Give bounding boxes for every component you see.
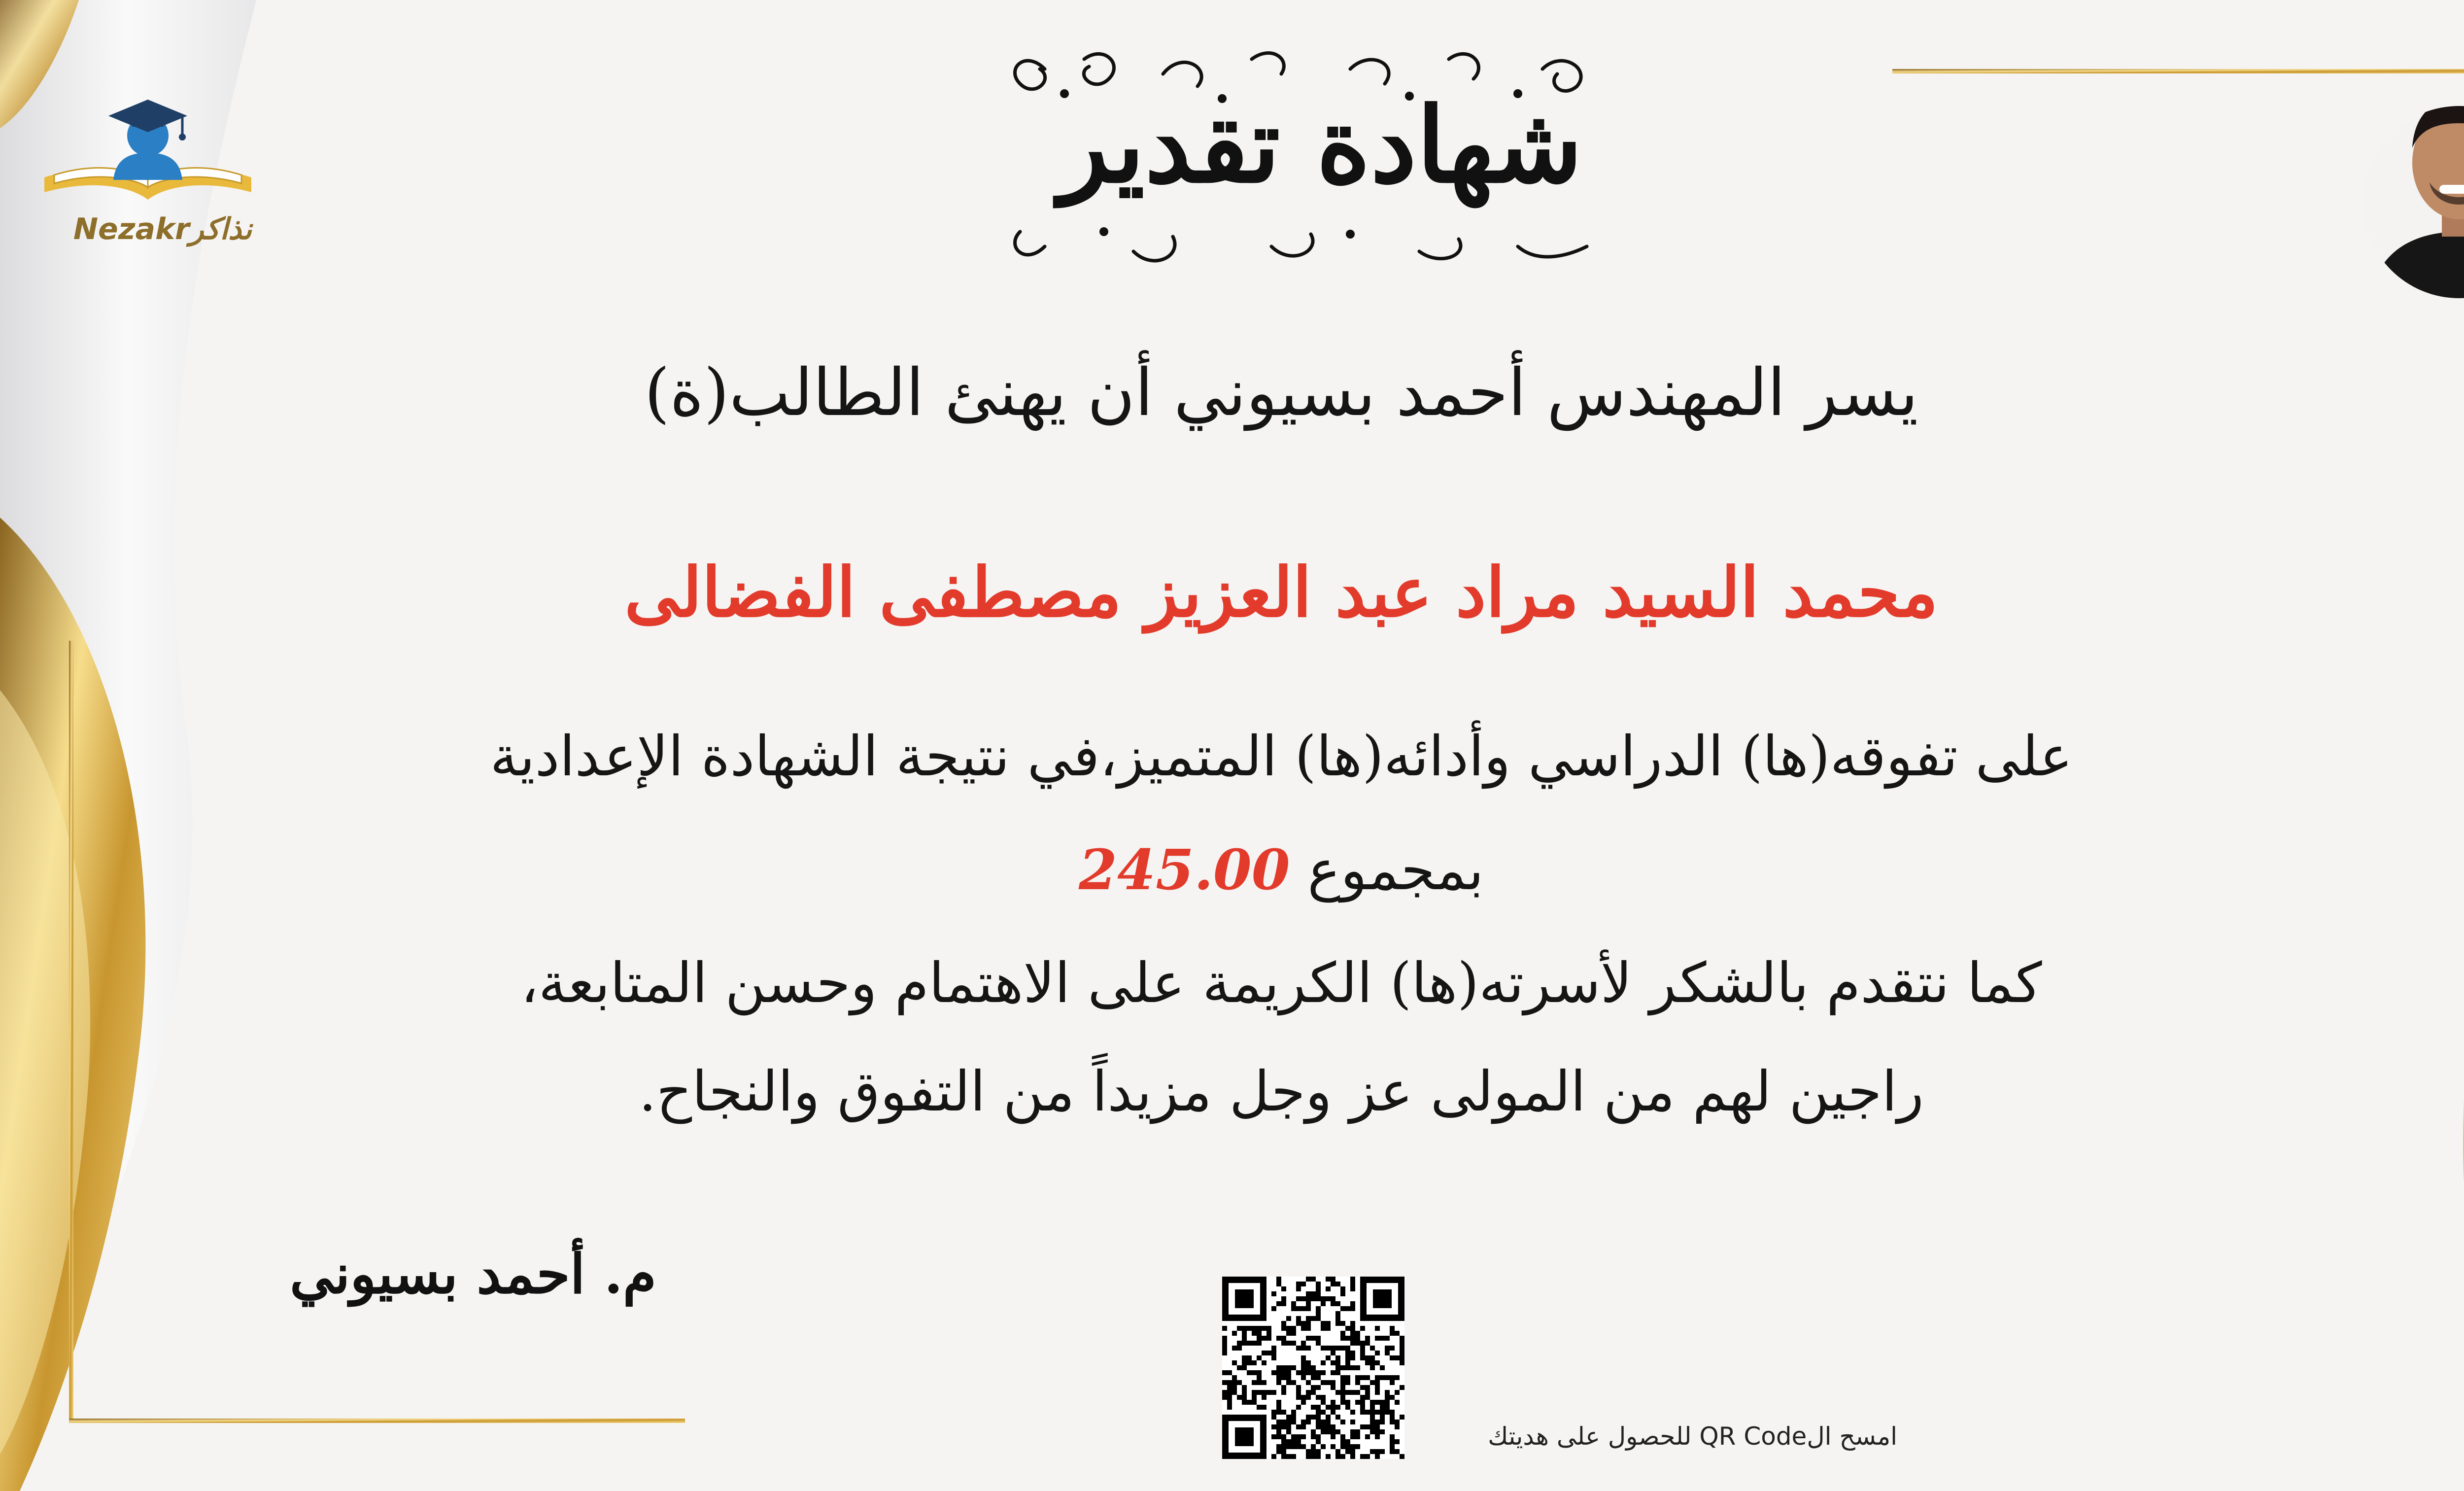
total-line [296,838,2267,902]
student-name: محمد السيد مراد عبد العزيز مصطفى الفضالى [624,552,1938,632]
achievement-text: على تفوقه(ها) الدراسي وأدائه(ها) المتميز،في نتيجة الشهادة الإعدادية [490,725,2073,789]
intro-text: يسر المهندس أحمد بسيوني أن يهنئ الطالب(ة) [644,355,1918,431]
signature: م. أحمد بسيوني [290,1242,656,1306]
logo-text: Nezakrنذاكر [73,212,252,246]
nezakr-logo [34,89,271,251]
qr-code-icon [1222,1277,1404,1459]
certificate-title-block [976,39,1666,276]
thanks-text: كما نتقدم بالشكر لأسرته(ها) الكريمة على الاهتمام وحسن المتابعة، [520,951,2042,1015]
total-label: بمجموع [1307,838,1484,902]
avatar [2361,84,2464,301]
wishes-text: راجين لهم من المولى عز وجل مزيداً من التفوق والنجاح. [639,1060,1924,1124]
qr-code[interactable] [1222,1277,1404,1459]
graduate-book-icon [34,89,261,217]
total-score: 245.00 [1079,838,1290,902]
qr-caption: امسح الQR Code للحصول على هديتك [1488,1422,1897,1451]
certificate-title: شهادة تقدير [1059,84,1583,206]
